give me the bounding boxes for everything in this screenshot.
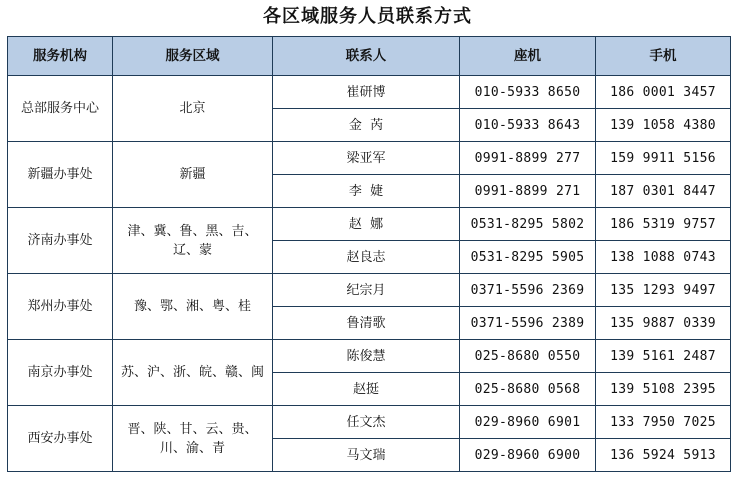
contact-landline: 0371-5596 2369 — [460, 274, 596, 307]
office-region: 北京 — [113, 76, 273, 142]
contact-landline: 010-5933 8643 — [460, 109, 596, 142]
office-region: 津、冀、鲁、黑、吉、辽、蒙 — [113, 208, 273, 274]
contact-name: 赵 娜 — [273, 208, 460, 241]
contact-name: 崔研博 — [273, 76, 460, 109]
table-header-row — [8, 37, 731, 76]
office-name: 济南办事处 — [8, 208, 113, 274]
document-title: 各区域服务人员联系方式 — [263, 6, 472, 27]
table-row — [8, 274, 731, 307]
contact-name: 梁亚军 — [273, 142, 460, 175]
contact-mobile: 138 1088 0743 — [596, 241, 731, 274]
contact-name: 赵挺 — [273, 373, 460, 406]
contact-name: 马文瑞 — [273, 439, 460, 472]
contact-name: 鲁清歌 — [273, 307, 460, 340]
contact-landline: 029-8960 6900 — [460, 439, 596, 472]
contact-mobile: 187 0301 8447 — [596, 175, 731, 208]
header-contact: 联系人 — [273, 37, 460, 76]
office-name: 西安办事处 — [8, 406, 113, 472]
contact-landline: 0531-8295 5905 — [460, 241, 596, 274]
contact-name: 陈俊慧 — [273, 340, 460, 373]
table-row — [8, 142, 731, 175]
contact-mobile: 139 5108 2395 — [596, 373, 731, 406]
office-region: 新疆 — [113, 142, 273, 208]
contact-landline: 0991-8899 271 — [460, 175, 596, 208]
contact-name: 李 婕 — [273, 175, 460, 208]
contact-mobile: 133 7950 7025 — [596, 406, 731, 439]
header-mobile: 手机 — [596, 37, 731, 76]
contact-landline: 0991-8899 277 — [460, 142, 596, 175]
contact-mobile: 186 5319 9757 — [596, 208, 731, 241]
table-row — [8, 406, 731, 439]
office-region: 苏、沪、浙、皖、赣、闽 — [113, 340, 273, 406]
header-region: 服务区域 — [113, 37, 273, 76]
contact-name: 纪宗月 — [273, 274, 460, 307]
contact-landline: 0531-8295 5802 — [460, 208, 596, 241]
contact-landline: 025-8680 0568 — [460, 373, 596, 406]
office-region: 豫、鄂、湘、粤、桂 — [113, 274, 273, 340]
office-name: 总部服务中心 — [8, 76, 113, 142]
table-row — [8, 208, 731, 241]
header-landline: 座机 — [460, 37, 596, 76]
contact-landline: 010-5933 8650 — [460, 76, 596, 109]
contact-table — [7, 36, 731, 472]
contact-landline: 0371-5596 2389 — [460, 307, 596, 340]
office-name: 新疆办事处 — [8, 142, 113, 208]
contact-mobile: 135 1293 9497 — [596, 274, 731, 307]
office-name: 郑州办事处 — [8, 274, 113, 340]
contact-name: 金 芮 — [273, 109, 460, 142]
contact-name: 赵良志 — [273, 241, 460, 274]
header-org: 服务机构 — [8, 37, 113, 76]
contact-landline: 029-8960 6901 — [460, 406, 596, 439]
contact-name: 任文杰 — [273, 406, 460, 439]
contact-mobile: 159 9911 5156 — [596, 142, 731, 175]
table-row — [8, 76, 731, 109]
contact-landline: 025-8680 0550 — [460, 340, 596, 373]
contact-mobile: 186 0001 3457 — [596, 76, 731, 109]
contact-mobile: 136 5924 5913 — [596, 439, 731, 472]
contact-mobile: 139 5161 2487 — [596, 340, 731, 373]
contact-mobile: 139 1058 4380 — [596, 109, 731, 142]
office-name: 南京办事处 — [8, 340, 113, 406]
office-region: 晋、陕、甘、云、贵、川、渝、青 — [113, 406, 273, 472]
contact-mobile: 135 9887 0339 — [596, 307, 731, 340]
table-row — [8, 340, 731, 373]
